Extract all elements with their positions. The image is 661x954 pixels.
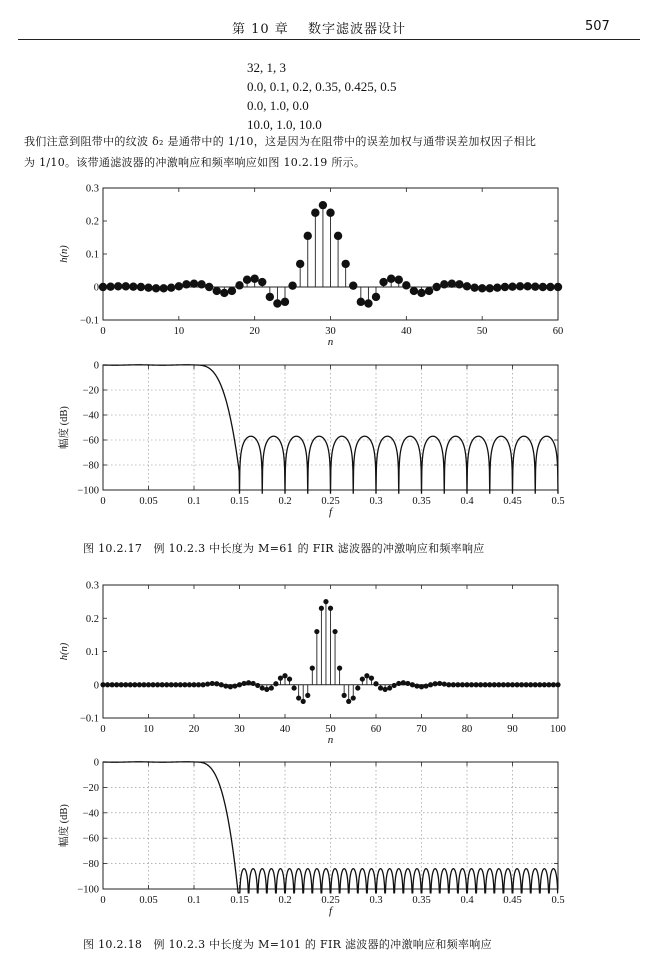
stem-marker: [446, 682, 451, 687]
stem-marker: [235, 281, 243, 289]
stem-marker: [264, 687, 269, 692]
stem-marker: [533, 682, 538, 687]
axes-frame: [103, 762, 558, 889]
stem-marker: [190, 280, 198, 288]
stem-marker: [214, 681, 219, 686]
x-tick-label: 40: [401, 326, 412, 337]
paragraph-line: 我们注意到阻带中的纹波 δ₂ 是通带中的 1/10，这是因为在阻带中的误差加权与通带误差加权因子相比: [24, 135, 537, 148]
y-tick-label: 0.2: [85, 216, 99, 228]
x-tick-label: 0.3: [369, 895, 383, 906]
stem-marker: [114, 682, 119, 687]
stem-marker: [137, 283, 145, 291]
stem-marker: [514, 682, 519, 687]
x-tick-label: 0.4: [460, 496, 474, 507]
y-tick-label: 0.1: [85, 249, 99, 261]
stem-marker: [539, 283, 547, 291]
magnitude-response-plot-m61: [0, 352, 661, 532]
stem-marker: [250, 275, 258, 283]
stem-marker: [492, 682, 497, 687]
x-tick-label: 0.15: [230, 496, 249, 507]
stem-marker: [372, 293, 380, 301]
stem-marker: [132, 682, 137, 687]
stem-marker: [346, 699, 351, 704]
impulse-response-plot-m61: [0, 178, 661, 358]
stem-marker: [379, 278, 387, 286]
x-tick-label: 90: [507, 724, 518, 735]
stem-marker: [496, 682, 501, 687]
stem-marker: [387, 275, 395, 283]
magnitude-response-plot-m101: [0, 750, 661, 930]
stem-marker: [470, 283, 478, 291]
x-axis-label: f: [328, 506, 333, 518]
body-paragraph: [24, 131, 629, 173]
stem-marker: [159, 284, 167, 292]
stem-marker: [425, 287, 433, 295]
stem-marker: [292, 685, 297, 690]
stem-marker: [310, 666, 315, 671]
stem-marker: [464, 682, 469, 687]
stem-marker: [273, 299, 281, 307]
y-tick-label: −20: [82, 385, 99, 397]
stem-marker: [314, 629, 319, 634]
stem-marker: [428, 682, 433, 687]
stem-marker: [432, 283, 440, 291]
x-tick-label: 0: [100, 724, 106, 735]
stem-marker: [196, 682, 201, 687]
stem-marker: [146, 682, 151, 687]
stem-marker: [440, 280, 448, 288]
stem-marker: [542, 682, 547, 687]
x-axis-label: f: [328, 905, 333, 917]
stem-marker: [455, 280, 463, 288]
stem-marker: [510, 682, 515, 687]
x-tick-label: 0.5: [551, 496, 565, 507]
x-tick-label: 80: [461, 724, 473, 735]
stem-marker: [478, 682, 483, 687]
stem-marker: [448, 280, 456, 288]
stem-marker: [105, 682, 110, 687]
stem-marker: [273, 681, 278, 686]
stem-marker: [493, 283, 501, 291]
stem-marker: [349, 281, 357, 289]
stem-marker: [281, 298, 289, 306]
x-tick-label: 0.05: [139, 496, 158, 507]
stem-marker: [304, 232, 312, 240]
stem-marker: [455, 682, 460, 687]
stem-marker: [197, 280, 205, 288]
stem-marker: [554, 283, 562, 291]
y-axis-label: h(n): [59, 245, 70, 263]
y-tick-label: 0.3: [85, 580, 99, 592]
x-axis-label: n: [327, 734, 334, 746]
stem-marker: [410, 682, 415, 687]
x-tick-label: 40: [279, 724, 291, 735]
x-tick-label: 0.45: [503, 895, 522, 906]
header-rule: [18, 39, 640, 40]
x-tick-label: 0.15: [230, 895, 249, 906]
stem-marker: [182, 682, 187, 687]
stem-marker: [483, 682, 488, 687]
stem-marker: [220, 289, 228, 297]
y-axis-label: h(n): [59, 642, 70, 661]
stem-marker: [269, 685, 274, 690]
stem-marker: [128, 682, 133, 687]
stem-marker: [144, 283, 152, 291]
stem-marker: [123, 682, 128, 687]
figure-caption-10-2-18: 图 10.2.18 例 10.2.3 中长度为 M=101 的 FIR 滤波器的冲激响应和频率响应: [83, 938, 492, 951]
stem-marker: [287, 676, 292, 681]
x-tick-label: 10: [173, 326, 185, 337]
y-tick-label: −0.1: [79, 713, 99, 725]
stem-marker: [433, 681, 438, 686]
y-tick-label: −40: [82, 410, 99, 422]
figure-caption-10-2-17: 图 10.2.17 例 10.2.3 中长度为 M=61 的 FIR 滤波器的冲激响应和频率响应: [83, 542, 485, 555]
stem-marker: [414, 683, 419, 688]
stem-marker: [501, 283, 509, 291]
chapter-title: 第 10 章 数字滤波器设计: [232, 22, 406, 37]
stem-marker: [243, 276, 251, 284]
x-tick-label: 30: [234, 724, 245, 735]
stem-marker: [129, 282, 137, 290]
stem-marker: [451, 682, 456, 687]
x-tick-label: 0.35: [412, 496, 431, 507]
stem-marker: [469, 682, 474, 687]
stem-marker: [232, 683, 237, 688]
stem-marker: [223, 683, 228, 688]
stem-marker: [355, 685, 360, 690]
y-tick-label: −80: [82, 859, 99, 871]
stem-marker: [251, 681, 256, 686]
code-line: 32, 1, 3: [247, 60, 286, 75]
stem-marker: [228, 287, 236, 295]
stem-marker: [205, 283, 213, 291]
stem-marker: [319, 201, 327, 209]
stem-marker: [219, 682, 224, 687]
stem-marker: [546, 283, 554, 291]
x-tick-label: 0.2: [278, 895, 292, 906]
stem-marker: [119, 682, 124, 687]
stem-marker: [326, 209, 334, 217]
stem-marker: [396, 681, 401, 686]
y-tick-label: 0: [93, 360, 99, 372]
stem-marker: [401, 680, 406, 685]
stem-marker: [258, 278, 266, 286]
stem-marker: [519, 682, 524, 687]
stem-marker: [419, 684, 424, 689]
stem-marker: [546, 682, 551, 687]
stem-marker: [334, 232, 342, 240]
y-tick-label: −40: [82, 808, 99, 820]
stem-marker: [106, 282, 114, 290]
stem-marker: [442, 681, 447, 686]
stem-marker: [141, 682, 146, 687]
stem-marker: [387, 685, 392, 690]
stem-marker: [402, 281, 410, 289]
stem-marker: [337, 666, 342, 671]
stem-marker: [160, 682, 165, 687]
x-tick-label: 0.25: [321, 496, 340, 507]
stem-marker: [137, 682, 142, 687]
stem-marker: [351, 695, 356, 700]
y-tick-label: 0: [93, 757, 99, 769]
stem-marker: [182, 280, 190, 288]
y-tick-label: 0: [93, 282, 99, 294]
stem-marker: [341, 260, 349, 268]
stem-marker: [210, 681, 215, 686]
y-tick-label: 0.1: [85, 647, 99, 658]
x-tick-label: 10: [143, 724, 154, 735]
stem-marker: [282, 673, 287, 678]
x-tick-label: 60: [370, 724, 382, 735]
stem-marker: [328, 606, 333, 611]
stem-marker: [213, 287, 221, 295]
stem-marker: [342, 693, 347, 698]
y-tick-label: 0.3: [85, 183, 99, 195]
stem-marker: [169, 682, 174, 687]
stem-marker: [296, 695, 301, 700]
stem-marker: [383, 687, 388, 692]
stem-marker: [378, 685, 383, 690]
x-tick-label: 0.25: [321, 895, 340, 906]
stem-marker: [201, 682, 206, 687]
stem-marker: [260, 685, 265, 690]
x-tick-label: 50: [325, 724, 336, 735]
parameter-listing: [247, 58, 397, 134]
x-tick-label: 30: [325, 326, 336, 337]
stem-marker: [241, 681, 246, 686]
y-tick-label: −60: [82, 833, 99, 845]
code-line: 0.0, 1.0, 0.0: [247, 98, 309, 113]
stem-marker: [364, 673, 369, 678]
stem-marker: [319, 606, 324, 611]
stem-marker: [508, 282, 516, 290]
y-axis-label: 幅度 (dB): [59, 804, 70, 847]
page-number: 507: [585, 19, 610, 34]
y-tick-label: −60: [82, 435, 99, 447]
x-tick-label: 0.5: [551, 895, 565, 906]
x-tick-label: 0: [100, 496, 106, 507]
impulse-response-plot-m101: [0, 575, 661, 755]
y-tick-label: −20: [82, 782, 99, 794]
stem-marker: [395, 276, 403, 284]
stem-marker: [478, 284, 486, 292]
x-tick-label: 0.1: [187, 496, 201, 507]
stem-marker: [523, 282, 531, 290]
code-line: 10.0, 1.0, 10.0: [247, 117, 322, 132]
stem-marker: [301, 699, 306, 704]
stem-marker: [501, 682, 506, 687]
stem-marker: [357, 298, 365, 306]
stem-marker: [460, 682, 465, 687]
x-tick-label: 70: [416, 724, 427, 735]
stem-marker: [228, 684, 233, 689]
x-tick-label: 20: [188, 724, 200, 735]
x-tick-label: 0.1: [187, 895, 201, 906]
stem-marker: [486, 284, 494, 292]
stem-marker: [516, 282, 524, 290]
stem-marker: [305, 693, 310, 698]
y-tick-label: −80: [82, 460, 99, 472]
stem-marker: [187, 682, 192, 687]
stem-marker: [155, 682, 160, 687]
stem-marker: [417, 289, 425, 297]
stem-marker: [524, 682, 529, 687]
stem-marker: [255, 683, 260, 688]
stem-marker: [175, 282, 183, 290]
stem-marker: [360, 676, 365, 681]
stem-marker: [405, 681, 410, 686]
stem-marker: [100, 682, 105, 687]
stem-marker: [110, 682, 115, 687]
y-axis-label: 幅度 (dB): [59, 406, 70, 449]
x-tick-label: 0.45: [503, 496, 522, 507]
stem-marker: [531, 282, 539, 290]
stem-marker: [437, 681, 442, 686]
stem-marker: [528, 682, 533, 687]
stem-marker: [191, 682, 196, 687]
stem-marker: [392, 683, 397, 688]
y-tick-label: −0.1: [79, 315, 99, 327]
stem-marker: [178, 682, 183, 687]
stem-marker: [364, 299, 372, 307]
y-tick-label: 0.2: [85, 613, 99, 625]
stem-marker: [114, 282, 122, 290]
x-tick-label: 0: [100, 326, 106, 337]
stem-marker: [323, 599, 328, 604]
y-tick-label: 0: [93, 680, 99, 692]
running-header: [0, 0, 661, 44]
stem-marker: [311, 209, 319, 217]
paragraph-line: 为 1/10。该带通滤波器的冲激响应和频率响应如图 10.2.19 所示。: [24, 156, 366, 169]
x-tick-label: 0.35: [412, 895, 431, 906]
x-tick-label: 0: [100, 895, 106, 906]
stem-marker: [173, 682, 178, 687]
stem-marker: [122, 282, 130, 290]
stem-marker: [332, 629, 337, 634]
x-tick-label: 60: [552, 326, 564, 337]
stem-marker: [152, 284, 160, 292]
x-tick-label: 50: [476, 326, 488, 337]
stem-marker: [266, 293, 274, 301]
stem-marker: [463, 282, 471, 290]
stem-marker: [167, 283, 175, 291]
x-tick-label: 20: [249, 326, 260, 337]
code-line: 0.0, 0.1, 0.2, 0.35, 0.425, 0.5: [247, 79, 397, 94]
x-axis-label: n: [327, 336, 334, 348]
x-tick-label: 0.4: [460, 895, 474, 906]
x-tick-label: 100: [550, 724, 566, 735]
stem-marker: [505, 682, 510, 687]
stem-marker: [99, 283, 107, 291]
stem-marker: [237, 682, 242, 687]
x-tick-label: 0.2: [278, 496, 292, 507]
stem-marker: [246, 680, 251, 685]
stem-marker: [474, 682, 479, 687]
stem-marker: [555, 682, 560, 687]
stem-marker: [278, 676, 283, 681]
stem-marker: [487, 682, 492, 687]
stem-marker: [150, 682, 155, 687]
stem-marker: [423, 683, 428, 688]
y-tick-label: −100: [77, 485, 99, 497]
stem-marker: [288, 281, 296, 289]
y-tick-label: −100: [77, 884, 99, 896]
stem-marker: [537, 682, 542, 687]
stem-marker: [551, 682, 556, 687]
stem-marker: [296, 260, 304, 268]
stem-marker: [164, 682, 169, 687]
stem-marker: [369, 676, 374, 681]
x-tick-label: 0.05: [139, 895, 158, 906]
stem-marker: [373, 681, 378, 686]
stem-marker: [205, 681, 210, 686]
x-tick-label: 0.3: [369, 496, 383, 507]
stem-marker: [410, 287, 418, 295]
